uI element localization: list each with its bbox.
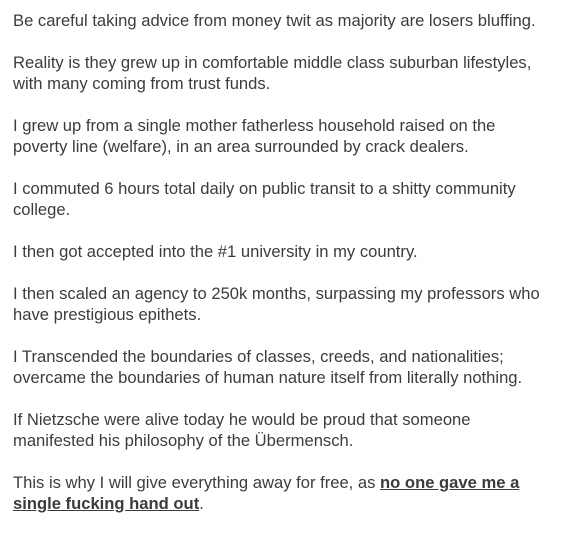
final-suffix: . [199, 494, 204, 513]
paragraph-4: I commuted 6 hours total daily on public transit to a shitty community college. [13, 179, 516, 219]
paragraph-3: I grew up from a single mother fatherless household raised on the poverty line (welfare), in an area surrounded by crack dealers. [13, 116, 496, 156]
paragraph-7: I Transcended the boundaries of classes, creeds, and nationalities; overcame the boundaries of human nature itself from literally nothing. [13, 347, 523, 387]
paragraph-2: Reality is they grew up in comfortable middle class suburban lifestyles, with many coming from trust funds. [13, 53, 532, 93]
final-prefix: This is why I will give everything away for free, as [13, 473, 381, 492]
emphasis-link[interactable]: no one gave me a single fucking hand out [13, 473, 520, 513]
paragraph-5: I then got accepted into the #1 university in my country. [13, 242, 418, 261]
paragraph-6: I then scaled an agency to 250k months, surpassing my professors who have prestigious epithets. [13, 284, 540, 324]
paragraph-8: If Nietzsche were alive today he would be proud that someone manifested his philosophy of the Übermensch. [13, 410, 471, 450]
paragraph-final [13, 472, 549, 514]
paragraph-1: Be careful taking advice from money twit as majority are losers bluffing. [13, 11, 536, 30]
